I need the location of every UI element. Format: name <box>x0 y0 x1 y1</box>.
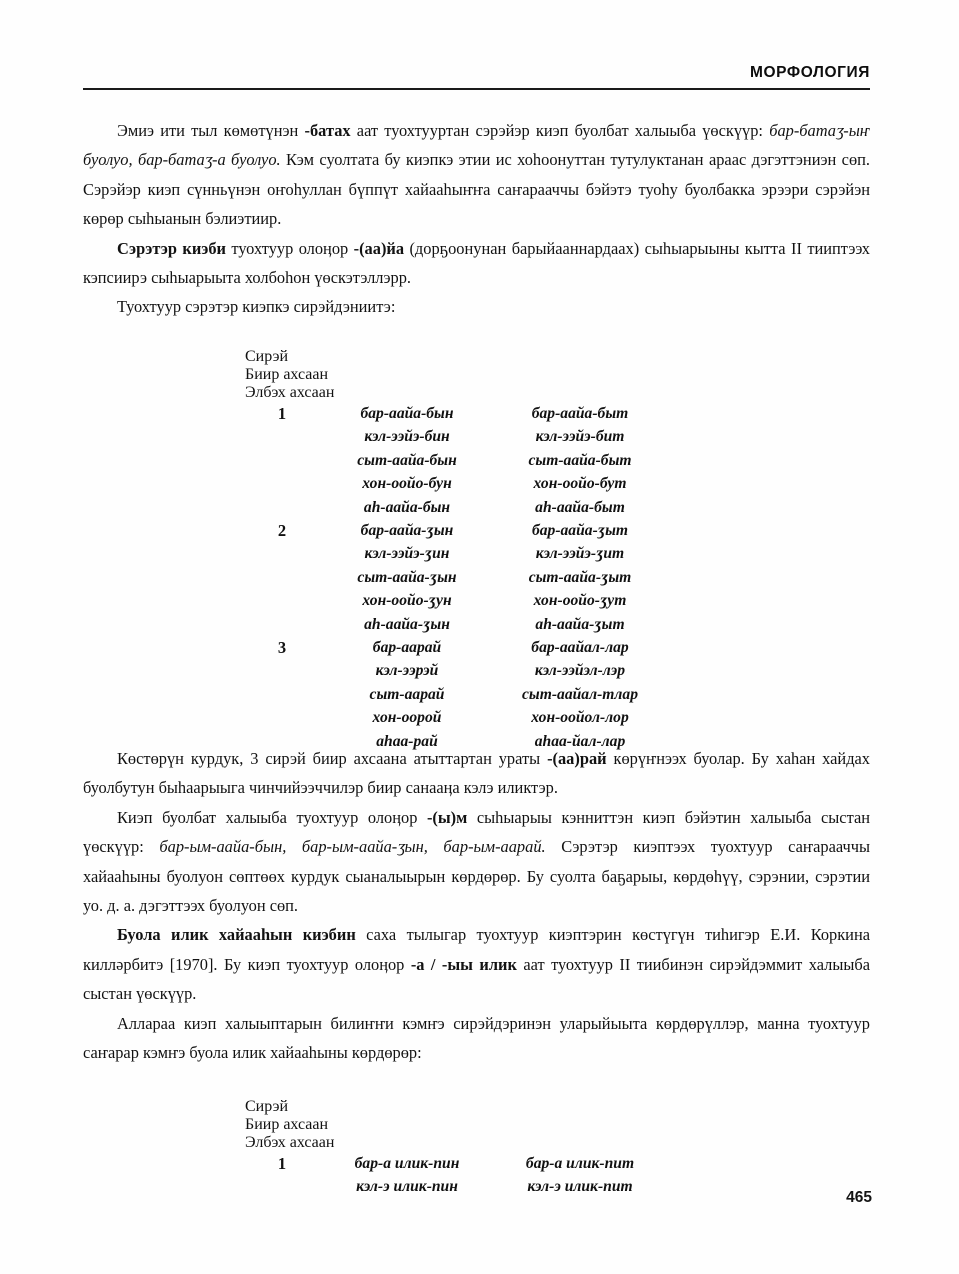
form-singular: сыт-аайа-бын <box>357 451 457 469</box>
p2-bold-suffix: -(аа)йа <box>353 238 405 258</box>
form-singular: бар-а илик-пин <box>354 1155 460 1172</box>
header-plural: Элбэх ахсаан <box>245 384 335 401</box>
person-number <box>245 425 319 448</box>
form-singular: бар-аайа-ӡын <box>360 522 454 540</box>
header-plural: Элбэх ахсаан <box>245 1134 335 1151</box>
form-singular: аһаа-рай <box>376 732 438 750</box>
form-singular: бар-аарай <box>372 639 442 657</box>
running-head: МОРФОЛОГИЯ <box>749 64 870 81</box>
form-singular: кэл-ээрэй <box>375 662 439 680</box>
table-row <box>245 706 665 729</box>
form-plural: сыт-аайа-ӡыт <box>528 568 632 586</box>
table-row <box>245 683 665 706</box>
person-number: 3 <box>277 638 287 658</box>
form-plural: сыт-аайа-быт <box>528 451 632 469</box>
form-plural: сыт-аайал-тлар <box>521 685 639 703</box>
table-row <box>245 613 665 636</box>
table-row <box>245 659 665 682</box>
table-row <box>245 496 665 519</box>
header-singular: Биир ахсаан <box>245 366 329 383</box>
form-singular: сыт-аайа-ӡын <box>357 568 457 586</box>
form-plural: аһ-аайа-быт <box>535 498 625 516</box>
person-number <box>245 589 319 612</box>
p6-bold-suffix: -а / -ыы илик <box>410 954 517 974</box>
person-number: 1 <box>277 404 287 423</box>
form-plural: аһ-аайа-ӡыт <box>535 615 625 633</box>
person-number <box>245 542 319 565</box>
paragraph-3: Туохтуур сэрэтэр киэпкэ сирэйдэниитэ: <box>117 297 396 317</box>
form-plural: аһаа-йал-лар <box>534 732 626 750</box>
paragraph-2 <box>83 234 870 293</box>
p1-mid: аат туохтууртан сэрэйэр киэп буолбат халыыба үөскүүр: <box>350 121 770 140</box>
form-plural: кэл-ээйэл-лэр <box>534 662 626 680</box>
paragraph-1 <box>83 116 870 234</box>
p5-mid: сыһыарыы кэнниттэн киэп бэйэтин халыыба сыстан үөскүүр: <box>83 807 870 857</box>
table-row <box>245 519 665 542</box>
form-singular: кэл-э илик-пин <box>356 1178 458 1196</box>
paradigm-table-2-header-row <box>245 1098 665 1152</box>
form-singular: хон-оойо-бун <box>362 475 452 493</box>
p6-mid-2: аат туохтуур II тиибинэн сирэйдэммит халыыба сыстан үөскүүр. <box>83 954 870 1004</box>
p1-lead: Эмиэ ити тыл көмөтүнэн <box>117 121 305 140</box>
header-person: Сирэй <box>245 1098 289 1115</box>
form-singular: кэл-ээйэ-бин <box>364 428 450 446</box>
form-singular: аһ-аайа-ӡын <box>364 615 450 633</box>
table-row <box>245 402 665 425</box>
form-singular: сыт-аарай <box>369 685 445 703</box>
p1-italic-example: бар-батаӡ-ыҥ буолуо, бар-батаӡ-а буолуо. <box>83 121 870 170</box>
header-singular: Биир ахсаан <box>245 1116 329 1133</box>
table-row <box>245 542 665 565</box>
form-singular: кэл-ээйэ-ӡин <box>364 545 450 563</box>
p2-bold-lead: Сэрэтэр киэби <box>117 238 227 258</box>
p2-mid-2: (дорҕоонунан барыйааннардаах) сыһыарыыны кытта II тииптээх кэпсиирэ сыһыарыыта холбоһон үөскэтэллэрр. <box>83 238 870 288</box>
form-plural: бар-аайа-ӡыт <box>531 522 629 540</box>
paragraph-5 <box>83 803 870 921</box>
table-row <box>245 425 665 448</box>
form-plural: бар-а илик-пит <box>525 1155 635 1172</box>
table-row <box>245 636 665 659</box>
person-number: 1 <box>277 1154 287 1173</box>
paragraph-7: Аллараа киэп халыыптарын билиҥҥи кэмҥэ сирэйдэринэн уларыйыыта көрдөрүллэр, манна туохтуур саҥарар кэмҥэ буола илик хайааһыны көрдөрөр: <box>83 1013 870 1063</box>
form-plural: кэл-ээйэ-ӡит <box>535 545 625 563</box>
person-number <box>245 472 319 495</box>
table-row <box>245 449 665 472</box>
form-plural: кэл-ээйэ-бит <box>535 428 625 446</box>
p4-tail: көрүҥнээх буолар. Бу хаһан хайдах буолбутун быһаарыыга чинчийээччилэр биир санааӊа кэлэ иликтэр. <box>83 749 871 798</box>
form-plural: хон-оойол-лор <box>531 709 629 727</box>
person-number: 2 <box>277 521 287 541</box>
person-number <box>245 449 319 472</box>
person-number <box>245 566 319 589</box>
header-person: Сирэй <box>245 348 289 365</box>
p5-lead: Киэп буолбат халыыба туохтуур олоӊор <box>117 807 427 827</box>
form-plural: бар-аайал-лар <box>531 639 629 657</box>
table-row <box>245 566 665 589</box>
p4-bold-suffix: -(аа)рай <box>547 749 607 768</box>
text-block-upper <box>83 116 870 322</box>
paradigm-table-1-header-row <box>245 348 665 402</box>
p1-bold-suffix: -батах <box>304 121 351 140</box>
person-number <box>245 706 319 729</box>
p4-lead: Көстөрүн курдук, 3 сирэй биир ахсаана атыттартан ураты <box>117 749 548 768</box>
p6-mid-1: саха тылыгар туохтуур киэптэрин көстүгүн тиһигэр Е.И. Коркина килләрбитэ [1970]. Бу киэп туохтуур олоӊор <box>83 925 870 974</box>
form-plural: хон-оойо-ӡут <box>533 592 627 610</box>
p2-mid-1: туохтуур олоӊор <box>226 238 354 258</box>
person-number <box>245 496 319 519</box>
person-number <box>245 613 319 636</box>
table-row <box>245 589 665 612</box>
p5-bold-suffix: -(ы)м <box>426 807 468 827</box>
p6-bold-lead: Буола илик хайааһын киэбин <box>117 925 356 945</box>
form-singular: аһ-аайа-бын <box>363 498 451 516</box>
form-plural: хон-оойо-бут <box>533 475 627 493</box>
paragraph-4 <box>83 744 870 803</box>
p5-italic-examples: бар-ым-аайа-бын, бар-ым-аайа-ӡын, бар-ым-аарай. <box>159 837 546 857</box>
table-row <box>245 1152 665 1175</box>
person-number <box>245 683 319 706</box>
paradigm-table-2 <box>245 1098 665 1199</box>
paradigm-table-1 <box>245 348 665 753</box>
page-number: 465 <box>846 1189 872 1206</box>
table-row <box>245 472 665 495</box>
paragraph-6 <box>83 920 870 1008</box>
form-singular: бар-аайа-бын <box>360 405 454 422</box>
person-number <box>245 659 319 682</box>
form-singular: хон-оорой <box>372 709 442 727</box>
form-plural: кэл-э илик-пит <box>527 1178 633 1196</box>
form-plural: бар-аайа-быт <box>531 405 629 422</box>
p1-tail: Кэм суолтата бу киэпкэ этии ис хоһоонуттан тутулуктанан араас дэгэттэниэн сөп. Сэрэйэр киэп сүнньүнэн оҥоһуллан бүппүт хайааһыҥҥа саҥарааччы бэйэтэ туоһу буолбакка эрээри сэрэйэн көрөр сыһыанын бэлиэтиир. <box>83 150 871 229</box>
text-block-lower <box>83 744 870 1067</box>
form-singular: хон-оойо-ӡун <box>362 592 452 610</box>
running-head-rule <box>83 88 870 90</box>
p5-tail: Сэрэтэр киэптээх туохтуур саҥарааччы хайааһыны буолуон сөптөөх курдук сыаналыырын көрдөрөр. Бу суолта баҕарыы, көрдөһүү, сэрэнии, сэрэтии уо. д. а. дэгэттээх буолуон сөп. <box>83 837 870 916</box>
